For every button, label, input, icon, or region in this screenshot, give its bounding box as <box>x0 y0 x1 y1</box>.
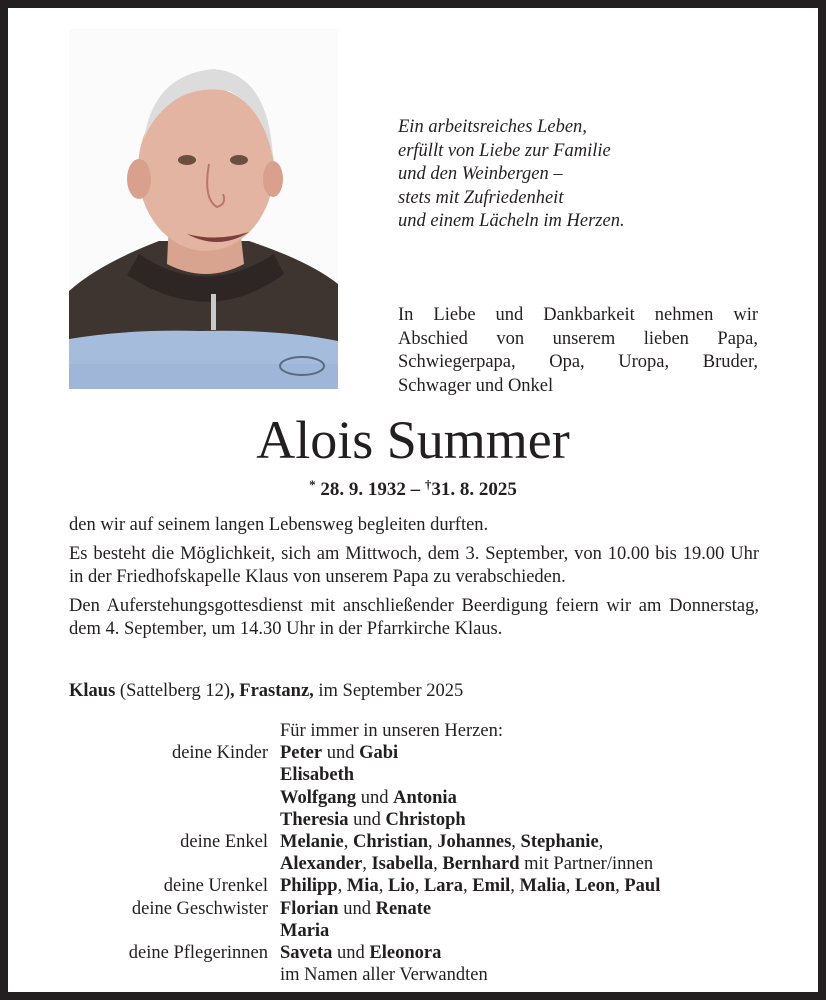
family-heading-row <box>69 720 809 742</box>
death-symbol: † <box>424 477 432 492</box>
relative-name: Wolfgang <box>280 787 357 808</box>
relative-name: Maria <box>280 920 330 941</box>
intro-line: Schwager und Onkel <box>398 375 554 396</box>
address: (Sattelberg 12) <box>119 681 231 701</box>
relation-label <box>69 853 280 875</box>
town-frastanz: , Frastanz, <box>230 681 314 701</box>
family-row <box>69 831 809 853</box>
body-paragraph: den wir auf seinem langen Lebensweg begleiten durften. <box>69 515 489 535</box>
relation-label <box>69 809 280 831</box>
relative-name: Emil <box>472 876 511 897</box>
motto-line: erfüllt von Liebe zur Familie <box>398 140 611 161</box>
family-heading: Für immer in unseren Herzen: <box>280 721 503 741</box>
motto-line: Ein arbeitsreiches Leben, <box>398 117 587 137</box>
relative-name: Gabi <box>359 743 399 764</box>
relative-name: Renate <box>375 898 432 919</box>
relation-label <box>69 920 280 942</box>
family-list <box>69 720 809 986</box>
relative-name: Malia <box>519 876 566 897</box>
birth-date: 28. 9. 1932 <box>320 479 406 500</box>
relative-name: Lara <box>423 876 463 897</box>
connector-text: , <box>433 854 443 875</box>
connector-text: und <box>348 809 386 830</box>
relative-name: Peter <box>280 743 323 764</box>
relative-names <box>280 964 809 986</box>
family-row <box>69 964 809 986</box>
relative-names <box>280 853 809 875</box>
relative-name: Philipp <box>280 876 338 897</box>
death-date: 31. 8. 2025 <box>431 479 517 500</box>
town-klaus: Klaus <box>69 681 116 701</box>
relation-label <box>69 787 280 809</box>
family-row <box>69 942 809 964</box>
relative-name: Florian <box>280 898 339 919</box>
connector-text: , <box>343 832 353 853</box>
relative-name: Alexander <box>280 854 363 875</box>
body-paragraph-funeral: Den Auferstehungsgottesdienst mit anschließender Beerdigung feiern wir am Donnerstag, dem 4. September, um 14.30 Uhr in der Pfarrkirche Klaus. <box>69 596 759 639</box>
motto-line: und einem Lächeln im Herzen. <box>398 211 625 231</box>
relative-name: Christoph <box>385 809 466 830</box>
relative-names <box>280 831 809 853</box>
connector-text: , <box>414 876 424 897</box>
family-row <box>69 875 809 897</box>
relative-name: Isabella <box>371 854 434 875</box>
connector-text: , <box>565 876 576 897</box>
relation-label: deine Kinder <box>171 743 268 764</box>
family-row <box>69 898 809 920</box>
relation-label: deine Urenkel <box>163 876 268 897</box>
relative-names <box>280 898 809 920</box>
motto-line: stets mit Zufriedenheit <box>398 187 564 208</box>
intro-line: Abschied von unserem lieben Papa, <box>398 328 758 349</box>
connector-text: , <box>337 876 347 897</box>
relative-names <box>280 875 809 897</box>
connector-text: , <box>598 832 604 853</box>
connector-text: , <box>378 876 388 897</box>
family-row <box>69 920 809 942</box>
place-and-date <box>69 681 463 702</box>
relative-name: Christian <box>352 832 428 853</box>
relation-label: deine Pflegerinnen <box>128 943 268 964</box>
portrait-image <box>69 29 338 389</box>
relative-names <box>280 742 809 764</box>
date-separator: – <box>410 479 421 500</box>
connector-text: im Namen aller Verwandten <box>280 965 488 986</box>
relative-name: Paul <box>624 876 661 897</box>
motto-line: und den Weinbergen – <box>398 164 563 184</box>
relation-label: deine Enkel <box>180 832 268 853</box>
relative-names <box>280 942 809 964</box>
family-row <box>69 809 809 831</box>
intro-text <box>398 304 758 398</box>
connector-text: , <box>511 832 521 853</box>
body-paragraph-farewell: Es besteht die Möglichkeit, sich am Mittwoch, dem 3. September, von 10.00 bis 19.00 Uhr in der Friedhofskapelle Klaus von unserem Papa zu verabschieden. <box>69 544 759 587</box>
relative-name: Stephanie <box>520 832 599 853</box>
relative-name: Saveta <box>280 943 333 964</box>
life-dates <box>0 477 826 501</box>
connector-text: und <box>332 943 370 964</box>
relative-name: Johannes <box>437 832 512 853</box>
family-row <box>69 853 809 875</box>
relation-label <box>69 764 280 786</box>
connector-text: , <box>510 876 520 897</box>
relative-name: Melanie <box>280 832 344 853</box>
connector-text: und <box>338 898 376 919</box>
intro-line: Schwiegerpapa, Opa, Uropa, Bruder, <box>398 352 758 372</box>
family-row <box>69 787 809 809</box>
relation-label <box>69 964 280 986</box>
obituary-card <box>8 8 818 992</box>
intro-line: In Liebe und Dankbarkeit nehmen wir <box>398 305 758 325</box>
relative-name: Eleonora <box>369 943 442 964</box>
connector-text: , <box>428 832 438 853</box>
relative-name: Elisabeth <box>280 765 355 786</box>
relative-name: Lio <box>387 876 415 897</box>
relative-name: Theresia <box>280 809 349 830</box>
relative-names <box>280 764 809 786</box>
relative-name: Antonia <box>393 787 457 808</box>
family-row <box>69 742 809 764</box>
motto-verse <box>398 116 625 234</box>
birth-symbol: * <box>309 477 316 492</box>
month-year: im September 2025 <box>318 681 464 701</box>
connector-text: mit Partner/innen <box>519 854 654 875</box>
connector-text: , <box>615 876 625 897</box>
deceased-name: Alois Summer <box>256 410 570 470</box>
relation-label: deine Geschwister <box>131 898 268 919</box>
connector-text: und <box>322 743 360 764</box>
relative-names <box>280 787 809 809</box>
relative-name: Leon <box>575 876 616 897</box>
connector-text: , <box>463 876 473 897</box>
announcement-body <box>69 514 759 647</box>
connector-text: , <box>362 854 372 875</box>
connector-text: und <box>356 787 394 808</box>
relative-name: Bernhard <box>442 854 520 875</box>
family-row <box>69 764 809 786</box>
relative-names <box>280 920 809 942</box>
relative-names <box>280 809 809 831</box>
relative-name: Mia <box>346 876 379 897</box>
portrait-photo <box>69 29 338 389</box>
